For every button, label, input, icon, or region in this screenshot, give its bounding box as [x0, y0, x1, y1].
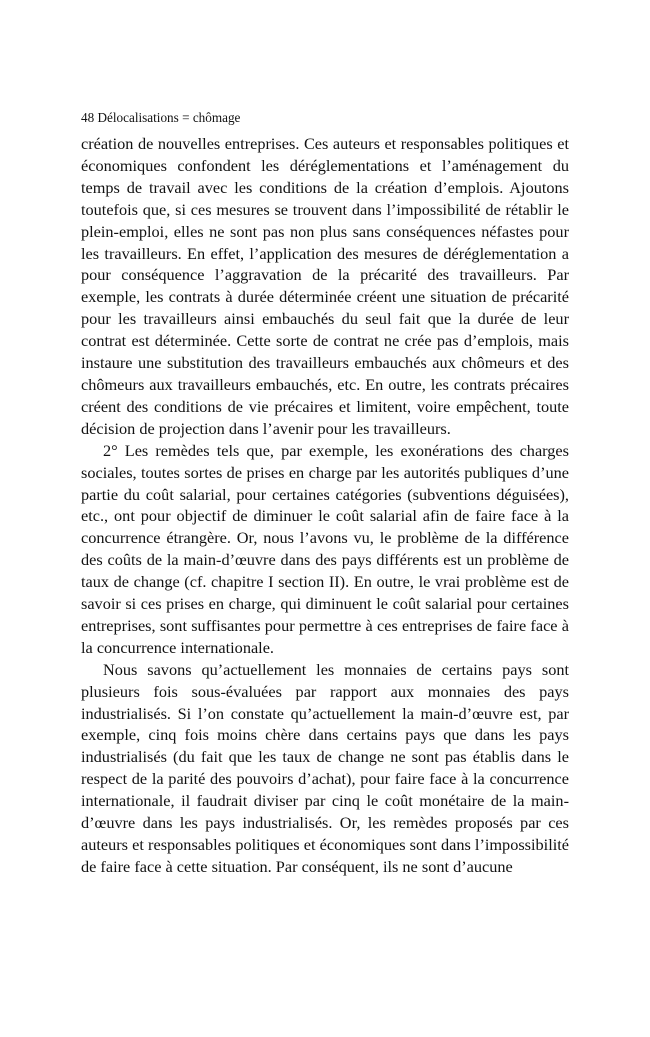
body-text [81, 133, 569, 878]
book-page [81, 109, 569, 878]
paragraph-2: 2° Les remèdes tels que, par exemple, les exonérations des charges sociales, toutes sortes de prises en charge par les autorités publiques d’une partie du coût salarial, pour certaines catégories (subventions déguisées), etc., ont pour objectif de diminuer le coût salarial afin de faire face à la concurrence étrangère. Or, nous l’avons vu, le problème de la différence des coûts de la main-d’œuvre dans des pays différents est un problème de taux de change (cf. chapitre I section II). En outre, le vrai problème est de savoir si ces prises en charge, qui diminuent le coût salarial pour certaines entreprises, sont suffisantes pour permettre à ces entreprises de faire face à la concurrence internationale. [81, 440, 569, 657]
running-head: 48 Délocalisations = chômage [81, 110, 241, 125]
paragraph-1: création de nouvelles entreprises. Ces auteurs et responsables politiques et économiques confondent les déréglementations et l’aménagement du temps de travail avec les conditions de la création d’emplois. Ajoutons toutefois que, si ces mesures se trouvent dans l’impossibilité de rétablir le plein-emploi, elles ne sont pas non plus sans conséquences néfastes pour les travailleurs. En effet, l’application des mesures de déréglementation a pour conséquence l’aggravation de la précarité des travailleurs. Par exemple, les contrats à durée déterminée créent une situation de précarité pour les travailleurs ainsi embauchés du seul fait que la durée de leur contrat est déterminée. Cette sorte de contrat ne crée pas d’emplois, mais instaure une substitution des travailleurs embauchés aux chômeurs et des chômeurs aux travailleurs embauchés, etc. En outre, les contrats précaires créent des conditions de vie précaires et limitent, voire empêchent, toute décision de projection dans l’avenir pour les travailleurs. [81, 134, 569, 438]
paragraph-3: Nous savons qu’actuellement les monnaies de certains pays sont plusieurs fois sous-évaluées par rapport aux monnaies des pays industrialisés. Si l’on constate qu’actuellement la main-d’œuvre est, par exemple, cinq fois moins chère dans certains pays que dans les pays industrialisés (du fait que les taux de change ne sont pas établis dans le respect de la parité des pouvoirs d’achat), pour faire face à la concurrence internationale, il faudrait diviser par cinq le coût monétaire de la main-d’œuvre dans les pays industrialisés. Or, les remèdes proposés par ces auteurs et responsables politiques et économiques sont dans l’impossibilité de faire face à cette situation. Par conséquent, ils ne sont d’aucune [81, 659, 569, 876]
